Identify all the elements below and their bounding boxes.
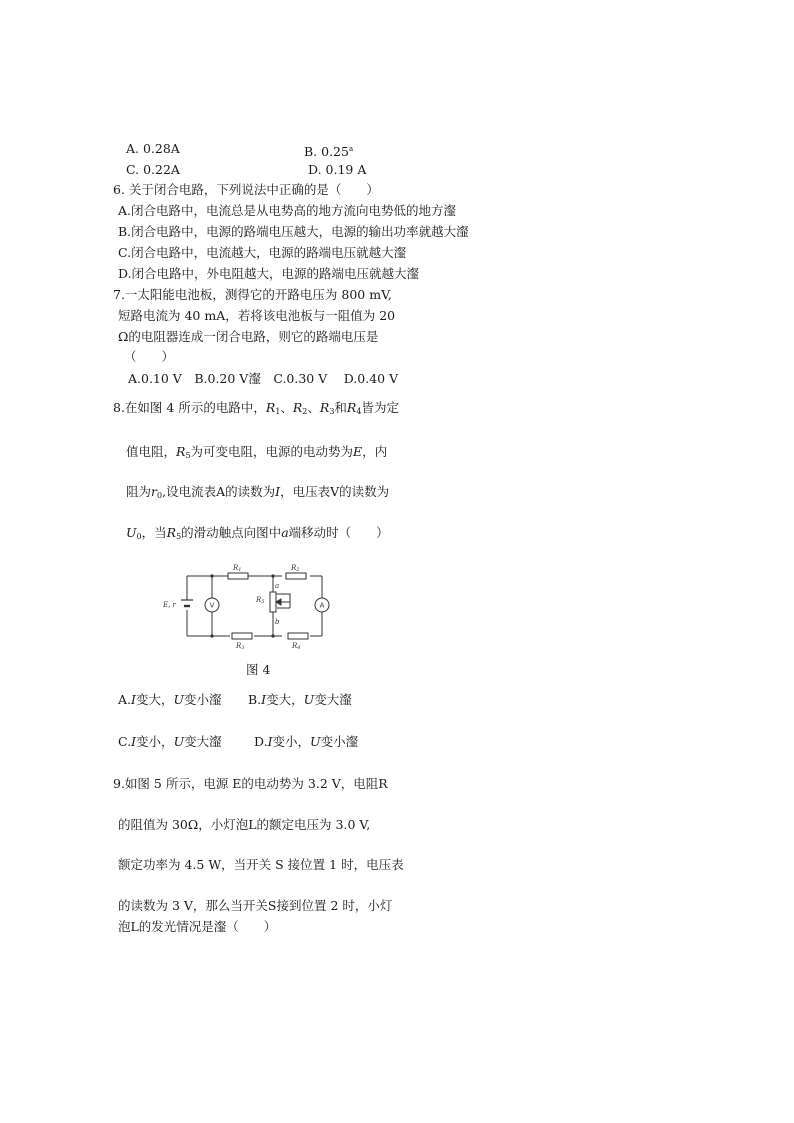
q6-option-a: A.闭合电路中，电流总是从电势高的地方流向电势低的地方瀣 (118, 203, 457, 218)
q8-line-2: 值电阻，$R_5$为可变电阻，电源的电动势为E，内 (126, 444, 388, 460)
svg-text:R2: R2 (291, 564, 300, 573)
q8-option-b: B.I变大，U变大瀣 (248, 692, 352, 707)
q9-line-3: 额定功率为 4.5 W，当开关 S 接位置 1 时，电压表 (118, 857, 404, 872)
svg-text:R1: R1 (233, 564, 242, 573)
q7-line-2: 短路电流为 40 mA，若将该电池板与一阻值为 20 (118, 308, 396, 323)
q5-option-c: C. 0.22A (126, 162, 180, 177)
q7-line-4: （ ） (124, 349, 175, 364)
svg-text:R3: R3 (236, 642, 245, 651)
q9-line-5: 泡L的发光情况是瀣（ ） (118, 919, 277, 934)
figure-4-caption: 图 4 (246, 662, 271, 677)
q8-line-3: 阻为$r_0$,设电流表A的读数为I，电压表V的读数为 (126, 484, 390, 500)
svg-text:R4: R4 (292, 642, 301, 651)
q6-stem: 6. 关于闭合电路，下列说法中正确的是（ ） (113, 182, 379, 197)
svg-text:b: b (275, 618, 280, 626)
resistor-r2 (286, 573, 306, 579)
q8-option-c: C.I变小，U变大瀣 (118, 734, 222, 749)
q7-options: A.0.10 V B.0.20 V瀣 C.0.30 V D.0.40 V (128, 371, 399, 386)
q9-line-2: 的阻值为 30Ω，小灯泡L的额定电压为 3.0 V, (118, 817, 371, 832)
q5-option-b-superscript: a (348, 145, 354, 153)
resistor-r3 (232, 633, 252, 639)
q5-option-a: A. 0.28A (126, 141, 180, 156)
q7-line-3: Ω的电阻器连成一闭合电路，则它的路端电压是 (118, 329, 379, 344)
q9-line-1: 9.如图 5 所示，电源 E的电动势为 3.2 V，电阻R (113, 776, 388, 791)
q9-line-4: 的读数为 3 V，那么当开关S接到位置 2 时，小灯 (118, 898, 393, 913)
q8-line-1: 8.在如图 4 所示的电路中，$R_1$、$R_2$、$R_3$和$R_4$皆为定 (113, 400, 399, 416)
resistor-r1 (228, 573, 248, 579)
circuit-diagram-figure-4 (150, 562, 340, 652)
q7-line-1: 7.一太阳能电池板，测得它的开路电压为 800 mV, (113, 287, 392, 302)
q8-option-a: A.I变大，U变小瀣 (118, 692, 222, 707)
svg-text:R5: R5 (256, 596, 265, 605)
svg-text:E, r: E, r (163, 601, 176, 609)
q8-option-d: D.I变小，U变小瀣 (254, 734, 359, 749)
q6-option-c: C.闭合电路中，电流越大，电源的路端电压就越大瀣 (118, 245, 407, 260)
svg-text:V: V (209, 601, 215, 610)
q8-line-4: $U_0$，当$R_5$的滑动触点向图中a端移动时（ ） (126, 525, 389, 541)
svg-text:a: a (275, 582, 280, 590)
svg-text:A: A (319, 601, 325, 610)
q6-option-d: D.闭合电路中，外电阻越大，电源的路端电压就越大瀣 (118, 266, 420, 281)
q6-option-b: B.闭合电路中，电源的路端电压越大，电源的输出功率就越大瀣 (118, 224, 469, 239)
q5-option-b: B. 0.25$^a$ (304, 144, 354, 159)
q5-option-d: D. 0.19 A (308, 162, 367, 177)
resistor-r4 (288, 633, 308, 639)
